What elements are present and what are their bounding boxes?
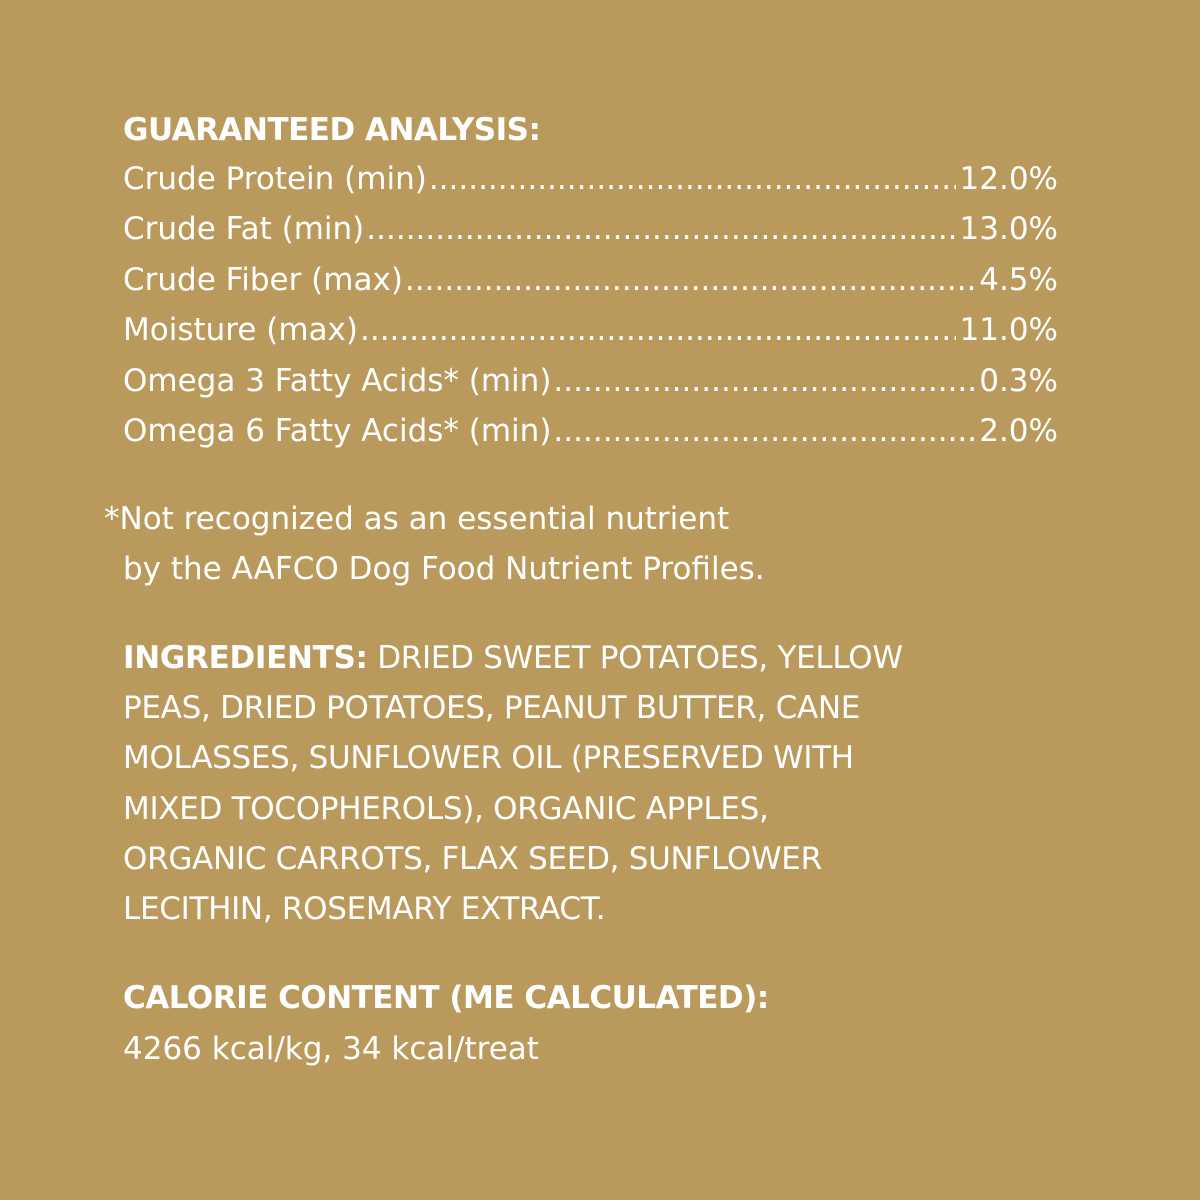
ingredients-heading: INGREDIENTS: bbox=[123, 640, 368, 676]
ingredients-line: PEAS, DRIED POTATOES, PEANUT BUTTER, CANE bbox=[123, 690, 861, 727]
analysis-row bbox=[123, 204, 1058, 254]
footnote-line: by the AAFCO Dog Food Nutrient Profiles. bbox=[123, 551, 765, 587]
analysis-value: 0.3% bbox=[979, 362, 1058, 399]
analysis-label: Crude Protein (min) bbox=[123, 161, 427, 197]
ingredients-section bbox=[123, 633, 1083, 934]
analysis-value: 4.5% bbox=[979, 261, 1058, 298]
analysis-label: Omega 3 Fatty Acids* (min) bbox=[123, 362, 552, 399]
analysis-label: Omega 6 Fatty Acids* (min) bbox=[123, 413, 552, 450]
calorie-content-heading: CALORIE CONTENT (ME CALCULATED): bbox=[123, 980, 769, 1016]
dot-leader bbox=[366, 204, 955, 254]
analysis-value: 13.0% bbox=[959, 211, 1058, 248]
dot-leader bbox=[429, 154, 956, 204]
analysis-row bbox=[123, 255, 1058, 305]
dot-leader bbox=[553, 356, 975, 406]
calorie-content-section bbox=[123, 973, 769, 1075]
ingredients-line: MIXED TOCOPHEROLS), ORGANIC APPLES, bbox=[123, 790, 769, 827]
analysis-value: 12.0% bbox=[959, 161, 1058, 197]
ingredients-line: MOLASSES, SUNFLOWER OIL (PRESERVED WITH bbox=[123, 740, 854, 777]
analysis-value: 11.0% bbox=[959, 312, 1058, 349]
dot-leader bbox=[405, 255, 975, 305]
ingredients-line bbox=[123, 633, 1083, 683]
ingredients-line: LECITHIN, ROSEMARY EXTRACT. bbox=[123, 891, 606, 928]
dot-leader bbox=[553, 406, 975, 456]
calorie-content-value: 4266 kcal/kg, 34 kcal/treat bbox=[123, 1031, 539, 1067]
analysis-row bbox=[123, 154, 1058, 204]
guaranteed-analysis-heading: GUARANTEED ANALYSIS: bbox=[123, 112, 541, 148]
analysis-row bbox=[123, 305, 1058, 355]
analysis-label: Moisture (max) bbox=[123, 312, 358, 349]
analysis-row bbox=[123, 406, 1058, 456]
analysis-row bbox=[123, 356, 1058, 406]
ingredients-line: ORGANIC CARROTS, FLAX SEED, SUNFLOWER bbox=[123, 840, 822, 877]
analysis-label: Crude Fat (min) bbox=[123, 211, 365, 248]
analysis-label: Crude Fiber (max) bbox=[123, 261, 403, 298]
footnote-line: *Not recognized as an essential nutrient bbox=[104, 501, 730, 537]
dot-leader bbox=[360, 305, 956, 355]
ingredients-text: DRIED SWEET POTATOES, YELLOW bbox=[377, 640, 903, 676]
guaranteed-analysis-section bbox=[123, 106, 1058, 456]
footnote bbox=[104, 494, 765, 594]
analysis-value: 2.0% bbox=[979, 413, 1058, 450]
